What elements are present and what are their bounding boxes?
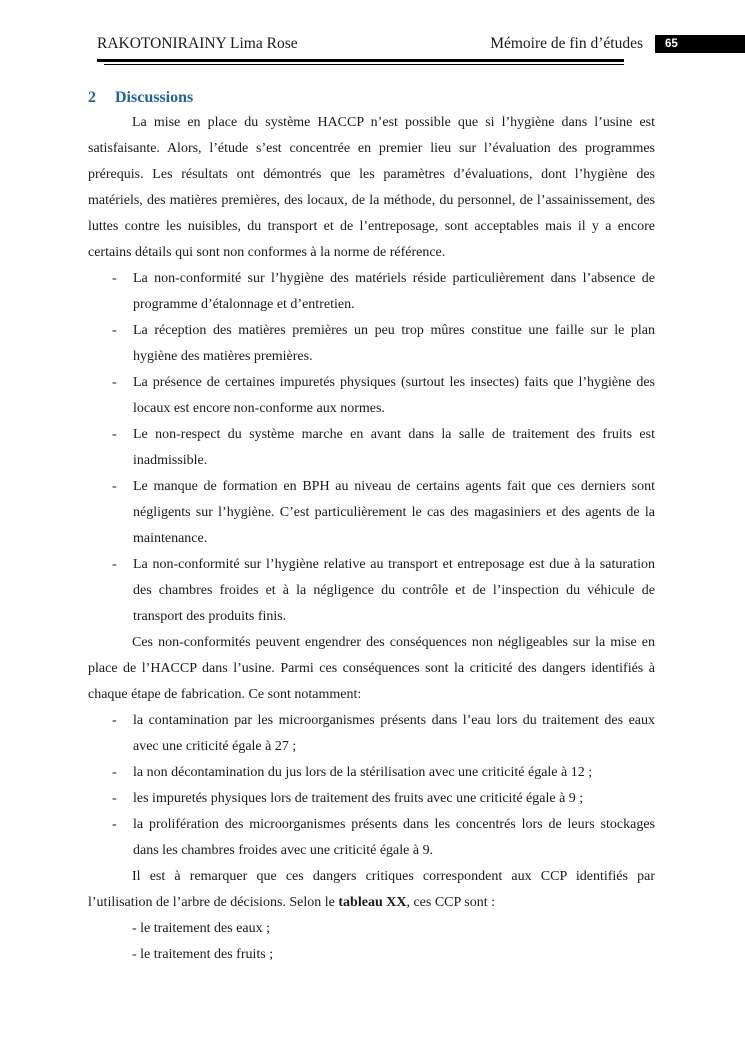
list-item-text: Le non-respect du système marche en avant dans la salle de traitement des fruits est inadmissible. — [133, 427, 655, 468]
list-item — [88, 370, 655, 422]
list-marker: - — [112, 557, 117, 572]
list-item — [88, 266, 655, 318]
ccp-item: - le traitement des fruits ; — [132, 947, 274, 962]
list-item — [88, 812, 655, 864]
list-marker: - — [112, 765, 117, 780]
ccp-item: - le traitement des eaux ; — [132, 921, 270, 936]
list-marker: - — [112, 479, 117, 494]
header-rule-thick — [97, 59, 624, 62]
section-title: Discussions — [115, 89, 194, 106]
section-number: 2 — [88, 89, 96, 106]
list-marker: - — [112, 375, 117, 390]
header-rule-thin — [104, 64, 624, 65]
list-item-text: la non décontamination du jus lors de la stérilisation avec une criticité égale à 12 ; — [133, 765, 593, 780]
list-marker: - — [112, 427, 117, 442]
list-item-text: La présence de certaines impuretés physiques (surtout les insectes) faits que l’hygiène des locaux est encore non-conforme aux normes. — [133, 375, 655, 416]
section-heading — [88, 86, 655, 110]
page-number: 65 — [655, 35, 745, 53]
list-item-text: La non-conformité sur l’hygiène relative au transport et entreposage est due à la saturation des chambres froides et à la négligence du contrôle et de l’inspection du véhicule de transport des produits finis. — [133, 557, 655, 624]
list-item — [88, 422, 655, 474]
header-document-type: Mémoire de fin d’études — [490, 35, 643, 52]
list-marker: - — [112, 791, 117, 806]
table-reference: tableau XX — [338, 895, 407, 910]
critical-dangers-list — [88, 708, 655, 864]
list-item-text: La non-conformité sur l’hygiène des matériels réside particulièrement dans l’absence de programme d’étalonnage et d’entretien. — [133, 271, 655, 312]
list-marker: - — [112, 713, 117, 728]
intro-paragraph: La mise en place du système HACCP n’est possible que si l’hygiène dans l’usine est satisfaisante. Alors, l’étude s’est concentrée en premier lieu sur l’évaluation des programmes prérequis. Les résultats ont démontrés que les paramètres d’évaluations, dont l’hygiène des matériels, des matières premières, des locaux, de la méthode, du personnel, de l’assainissement, des luttes contre les nuisibles, du transport et de l’entreposage, sont acceptables mais il y a encore certains détails qui sont non conformes à la norme de référence. — [88, 115, 655, 260]
list-item-text: la prolifération des microorganismes présents dans les concentrés lors de leurs stockages dans les chambres froides avec une criticité égale à 9. — [133, 817, 655, 858]
list-marker: - — [112, 271, 117, 286]
list-item-text: Le manque de formation en BPH au niveau de certains agents fait que ces derniers sont négligents sur l’hygiène. C’est particulièrement le cas des magasiniers et des agents de la maintenance. — [133, 479, 655, 546]
ccp-paragraph-end: , ces CCP sont : — [406, 895, 495, 910]
ccp-paragraph — [88, 864, 655, 916]
list-item-text: les impuretés physiques lors de traitement des fruits avec une criticité égale à 9 ; — [133, 791, 584, 806]
list-item-text: la contamination par les microorganismes présents dans l’eau lors du traitement des eaux avec une criticité égale à 27 ; — [133, 713, 655, 754]
list-item — [88, 552, 655, 630]
list-item — [88, 474, 655, 552]
list-item — [88, 760, 655, 786]
list-marker: - — [112, 817, 117, 832]
page-header — [0, 0, 745, 70]
list-item — [88, 708, 655, 760]
header-author: RAKOTONIRAINY Lima Rose — [97, 35, 298, 52]
nonconformity-list — [88, 266, 655, 630]
ccp-paragraph-text: Il est à remarquer que ces dangers critiques correspondent aux CCP identifiés par l’utilisation de l’arbre de décisions. Selon le — [88, 869, 655, 910]
list-marker: - — [112, 323, 117, 338]
list-item-text: La réception des matières premières un peu trop mûres constitue une faille sur le plan hygiène des matières premières. — [133, 323, 655, 364]
page-content — [88, 86, 655, 968]
list-item — [88, 318, 655, 370]
list-item — [88, 786, 655, 812]
consequences-paragraph: Ces non-conformités peuvent engendrer des conséquences non négligeables sur la mise en place de l’HACCP dans l’usine. Parmi ces conséquences sont la criticité des dangers identifiés à chaque étape de fabrication. Ce sont notamment: — [88, 635, 655, 702]
